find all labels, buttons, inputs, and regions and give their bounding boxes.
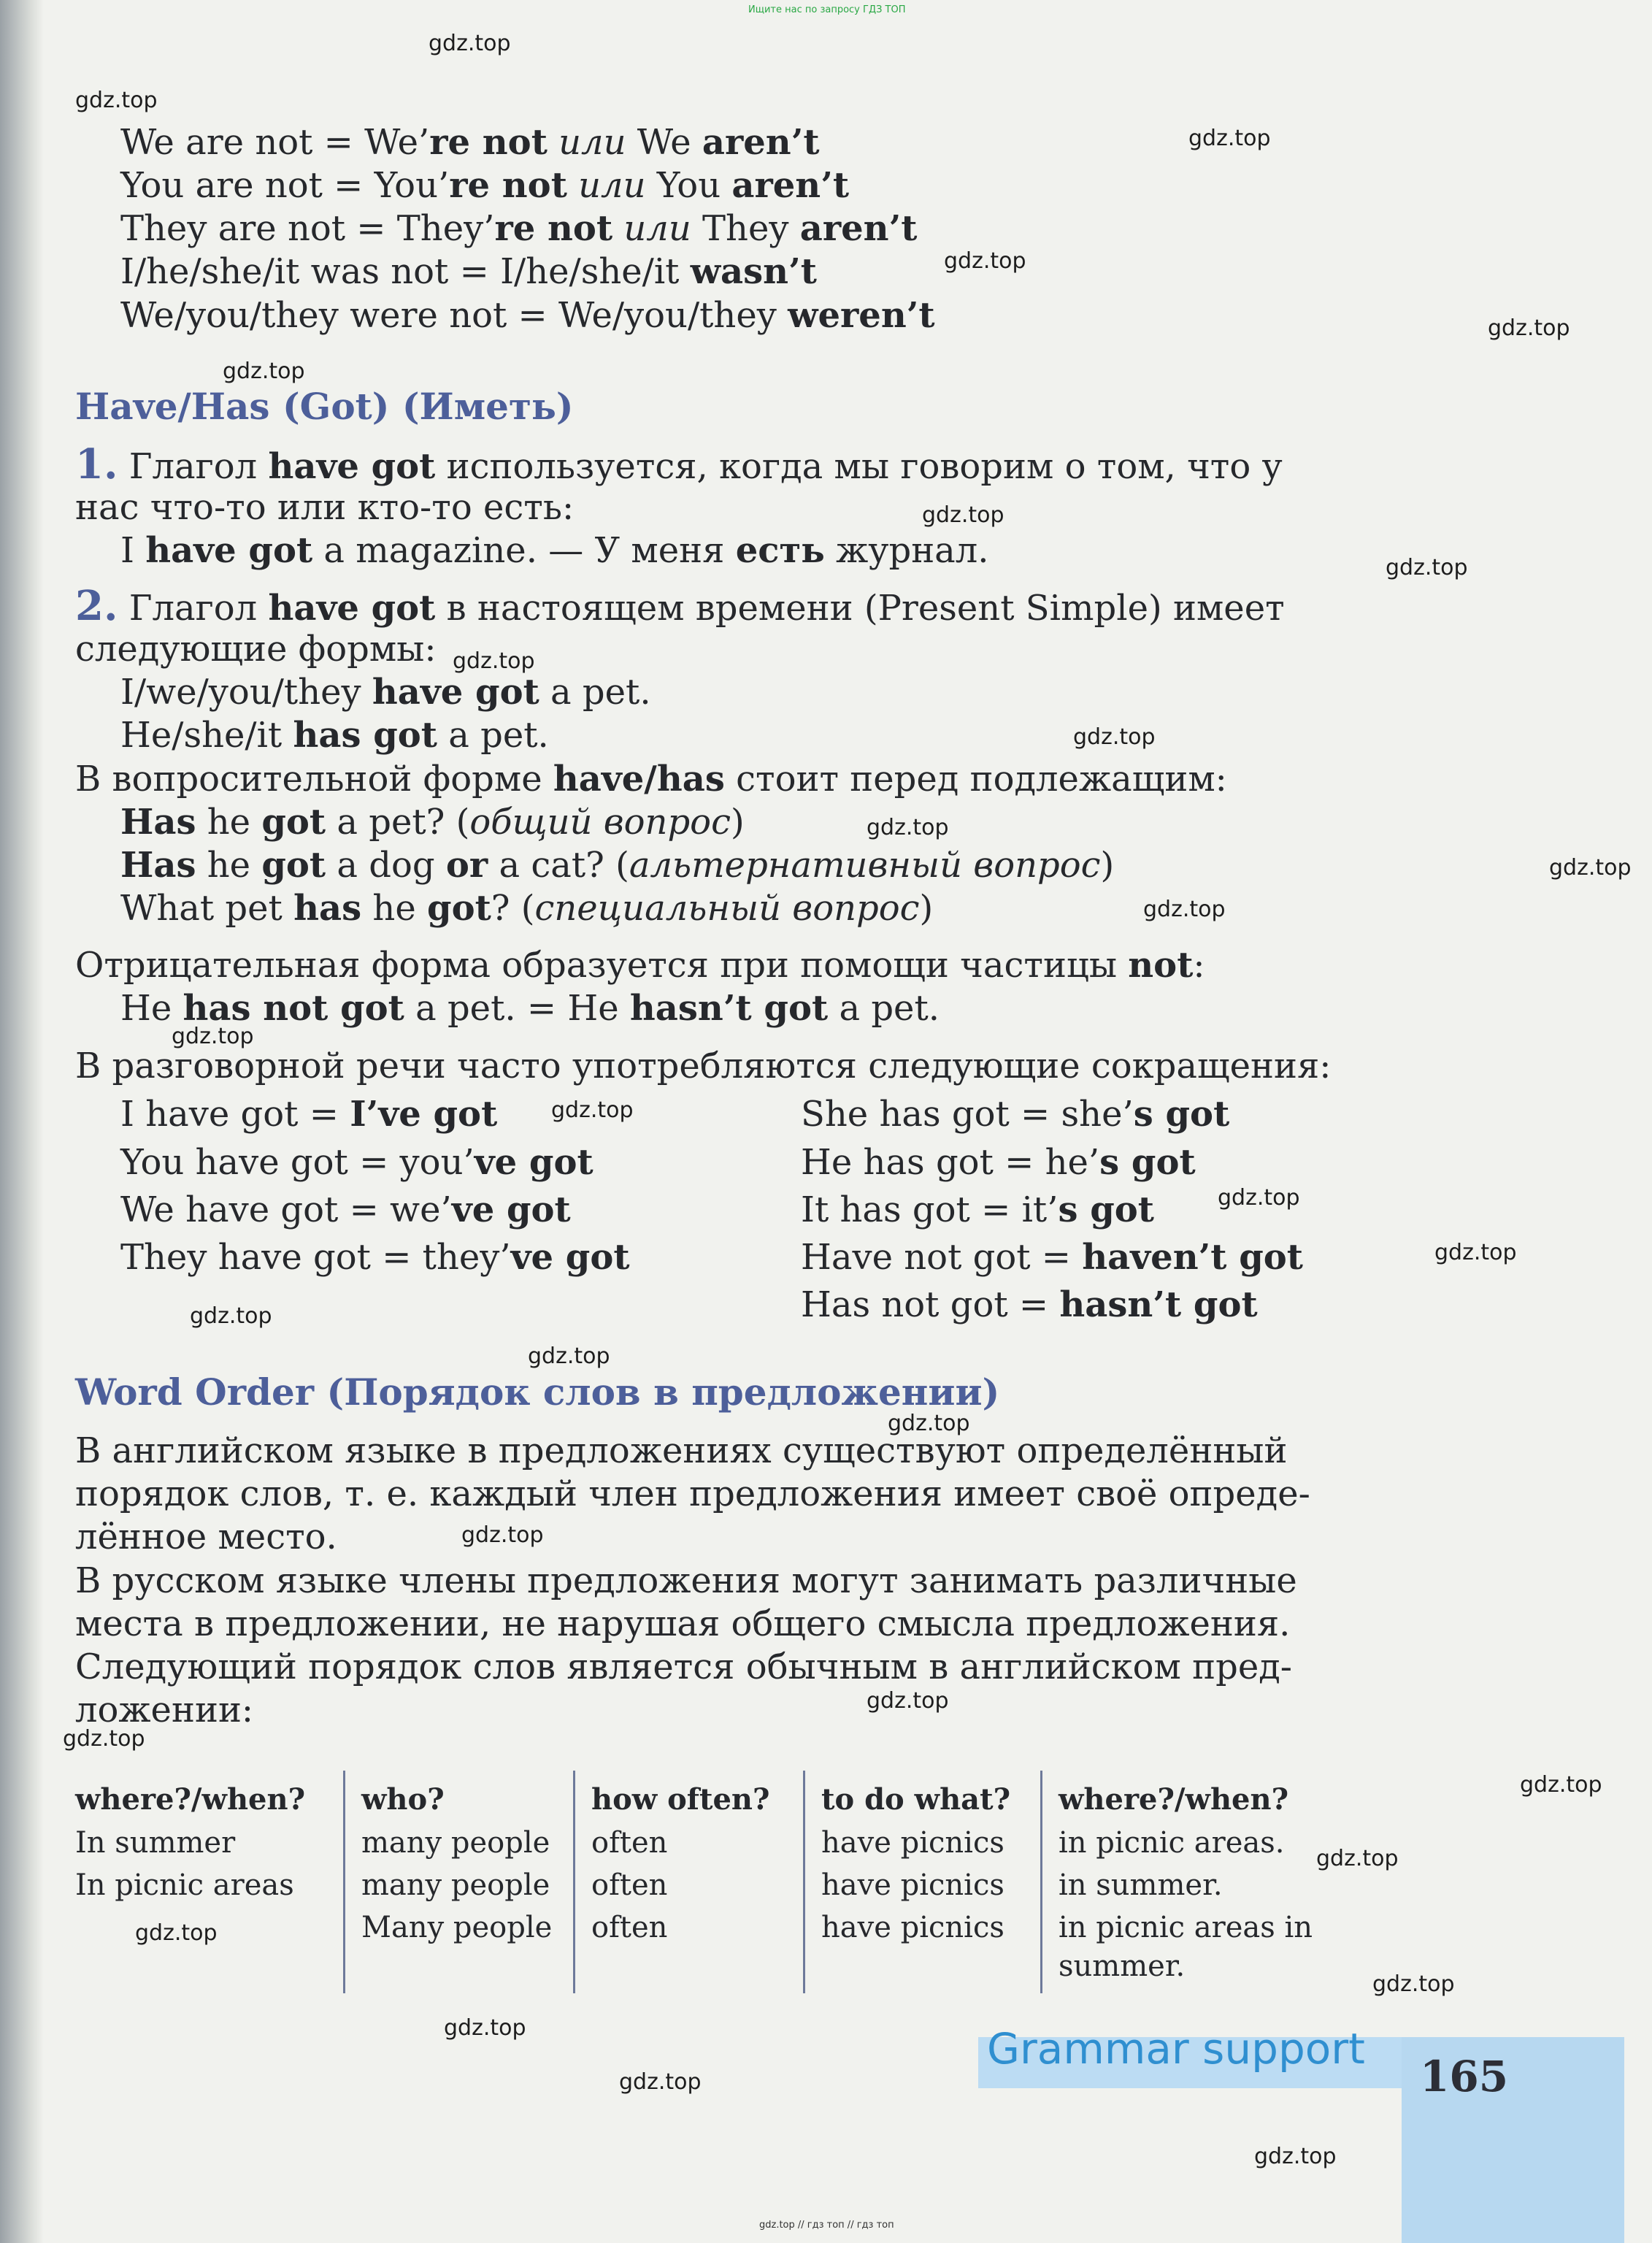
watermark: gdz.top — [461, 1522, 544, 1548]
text-line: места в предложении, не нарушая общего смысла предложения. — [75, 1603, 1291, 1644]
watermark: gdz.top — [1316, 1846, 1399, 1871]
watermark: gdz.top — [1372, 1971, 1455, 1997]
negative-row: You are not = You’re not или You aren’t — [120, 165, 850, 206]
table-cell: summer. — [1059, 1949, 1186, 1983]
watermark: gdz.top — [1188, 126, 1271, 151]
contraction-item: She has got = she’s got — [801, 1094, 1230, 1135]
watermark: gdz.top — [63, 1726, 145, 1752]
negative-row: We are not = We’re not или We aren’t — [120, 122, 820, 163]
text-line: В английском языке в предложениях существуют определённый — [75, 1430, 1288, 1471]
page-number: 165 — [1420, 2052, 1509, 2101]
form-line: I/we/you/they have got a pet. — [120, 672, 651, 713]
watermark: gdz.top — [1549, 855, 1632, 881]
watermark: gdz.top — [1434, 1240, 1517, 1265]
paragraph-2: 2. Глагол have got в настоящем времени (Present Simple) имеет — [75, 582, 1285, 630]
table-header: to do what? — [821, 1782, 1011, 1817]
paragraph-2-line2: следующие формы: — [75, 629, 437, 670]
negative-intro: Отрицательная форма образуется при помощи частицы not: — [75, 945, 1205, 986]
watermark: gdz.top — [1254, 2144, 1337, 2169]
footer-banner: gdz.top // гдз топ // гдз топ — [759, 2220, 894, 2231]
watermark: gdz.top — [1143, 897, 1226, 922]
watermark: gdz.top — [619, 2069, 702, 2095]
watermark: gdz.top — [922, 502, 1004, 528]
contraction-item: We have got = we’ve got — [120, 1189, 571, 1230]
example-sentence: I have got a magazine. — У меня есть журнал. — [120, 530, 989, 571]
table-cell: in summer. — [1059, 1868, 1223, 1902]
question-example: Has he got a pet? (общий вопрос) — [120, 802, 745, 843]
contraction-item: You have got = you’ve got — [120, 1142, 593, 1183]
watermark: gdz.top — [444, 2015, 526, 2041]
contraction-item: It has got = it’s got — [801, 1189, 1154, 1230]
question-intro: В вопросительной форме have/has стоит перед подлежащим: — [75, 759, 1227, 800]
table-cell: many people — [361, 1826, 550, 1860]
text-line: порядок слов, т. е. каждый член предложения имеет своё опреде- — [75, 1473, 1310, 1514]
negative-row: I/he/she/it was not = I/he/she/it wasn’t — [120, 251, 817, 292]
watermark: gdz.top — [135, 1920, 218, 1946]
watermark: gdz.top — [1218, 1185, 1300, 1211]
negative-row: We/you/they were not = We/you/they weren’t — [120, 295, 935, 336]
contraction-item: They have got = they’ve got — [120, 1237, 630, 1278]
watermark: gdz.top — [1073, 724, 1156, 750]
table-cell: often — [591, 1868, 668, 1902]
watermark: gdz.top — [1520, 1772, 1602, 1798]
table-header: where?/when? — [75, 1782, 306, 1817]
watermark: gdz.top — [551, 1097, 634, 1123]
text-line: ложении: — [75, 1690, 254, 1730]
paragraph-1-line2: нас что-то или кто-то есть: — [75, 487, 575, 528]
text-line: В русском языке члены предложения могут занимать различные — [75, 1560, 1297, 1601]
table-header: where?/when? — [1059, 1782, 1289, 1817]
watermark: gdz.top — [190, 1303, 272, 1329]
column-divider — [343, 1771, 345, 1993]
table-cell: In picnic areas — [75, 1868, 294, 1902]
question-example: Has he got a dog or a cat? (альтернативный вопрос) — [120, 845, 1115, 886]
section-label: Grammar support — [987, 2024, 1365, 2074]
section-heading-have-has: Have/Has (Got) (Иметь) — [75, 385, 574, 428]
table-cell: Many people — [361, 1911, 553, 1944]
column-divider — [803, 1771, 805, 1993]
question-example: What pet has he got? (специальный вопрос) — [120, 888, 934, 929]
table-cell: in picnic areas. — [1059, 1826, 1285, 1860]
column-divider — [573, 1771, 575, 1993]
table-cell: In summer — [75, 1826, 236, 1860]
table-header: who? — [361, 1782, 445, 1817]
column-divider — [1040, 1771, 1042, 1993]
watermark: gdz.top — [888, 1411, 970, 1436]
watermark: gdz.top — [429, 31, 511, 56]
text-line: лённое место. — [75, 1517, 337, 1557]
table-cell: have picnics — [821, 1911, 1004, 1944]
table-cell: often — [591, 1911, 668, 1944]
watermark: gdz.top — [453, 648, 535, 674]
negative-row: They are not = They’re not или They aren’t — [120, 208, 918, 249]
contraction-item: Have not got = haven’t got — [801, 1237, 1303, 1278]
contraction-item: Has not got = hasn’t got — [801, 1284, 1258, 1325]
table-header: how often? — [591, 1782, 770, 1817]
text-line: Следующий порядок слов является обычным в английском пред- — [75, 1646, 1293, 1687]
paragraph-1: 1. Глагол have got используется, когда мы говорим о том, что у — [75, 440, 1283, 488]
watermark: gdz.top — [1488, 315, 1570, 341]
watermark: gdz.top — [867, 815, 949, 840]
table-cell: many people — [361, 1868, 550, 1902]
contraction-item: I have got = I’ve got — [120, 1094, 498, 1135]
table-cell: often — [591, 1826, 668, 1860]
table-cell: in picnic areas in — [1059, 1911, 1313, 1944]
watermark: gdz.top — [944, 248, 1026, 274]
top-banner: Ищите нас по запросу ГДЗ ТОП — [748, 4, 906, 15]
form-line: He/she/it has got a pet. — [120, 715, 549, 756]
contractions-intro: В разговорной речи часто употребляются следующие сокращения: — [75, 1046, 1332, 1086]
watermark: gdz.top — [223, 359, 305, 384]
watermark: gdz.top — [528, 1343, 610, 1369]
negative-example: He has not got a pet. = He hasn’t got a pet. — [120, 988, 940, 1029]
watermark: gdz.top — [867, 1688, 949, 1714]
watermark: gdz.top — [1386, 555, 1468, 580]
section-heading-word-order: Word Order (Порядок слов в предложении) — [75, 1370, 1000, 1414]
table-cell: have picnics — [821, 1826, 1004, 1860]
table-cell: have picnics — [821, 1868, 1004, 1902]
contraction-item: He has got = he’s got — [801, 1142, 1196, 1183]
page-gutter-shadow — [0, 0, 44, 2243]
watermark: gdz.top — [75, 88, 158, 113]
watermark: gdz.top — [172, 1024, 254, 1049]
